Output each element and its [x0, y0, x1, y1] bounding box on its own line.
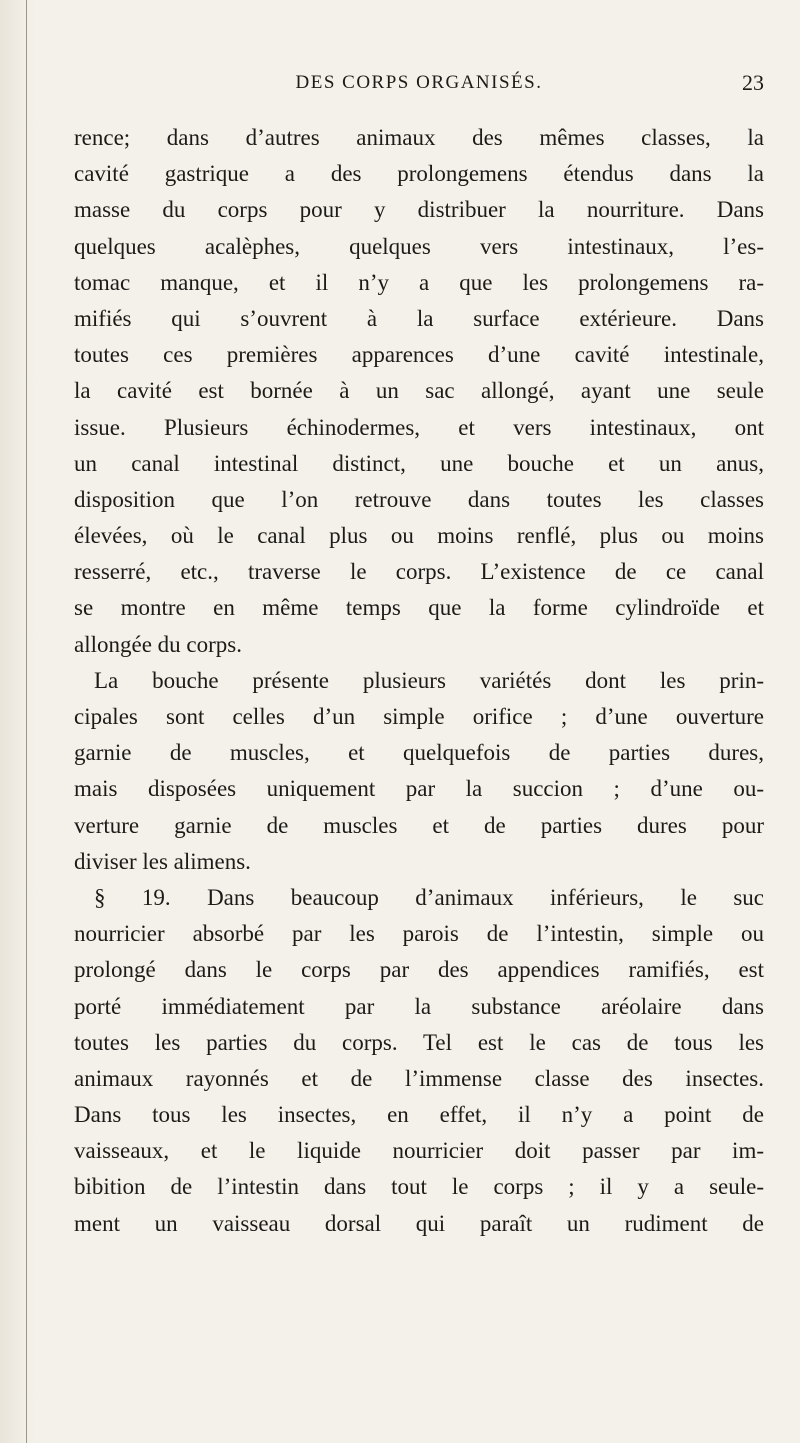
text-line: cipales sont celles d’un simple orifice ; d’une ouverture	[74, 704, 764, 729]
text-line: disposition que l’on retrouve dans toutes les classes	[74, 486, 764, 512]
text-line: toutes ces premières apparences d’une cavité intestinale,	[74, 342, 764, 368]
text-line: mais disposées uniquement par la succion ; d’une ou-	[74, 776, 764, 802]
paragraph-start: La bouche présente plusieurs variétés dont les prin-	[94, 667, 764, 693]
text-line: porté immédiatement par la substance aréolaire dans	[74, 993, 764, 1019]
text-line: se montre en même temps que la forme cylindroïde et	[74, 595, 764, 621]
text-line: Dans tous les insectes, en effet, il n’y a point de	[74, 1102, 764, 1128]
section-heading-line: § 19. Dans beaucoup d’animaux inférieurs, le suc	[94, 884, 764, 910]
text-line: garnie de muscles, et quelquefois de parties dures,	[74, 740, 764, 766]
text-line: la cavité est bornée à un sac allongé, ayant une seule	[74, 378, 764, 404]
text-line: prolongé dans le corps par des appendices ramifiés, est	[74, 957, 764, 983]
text-line: un canal intestinal distinct, une bouche et un anus,	[74, 450, 764, 476]
text-line: allongée du corps.	[74, 631, 242, 657]
body-text	[74, 120, 764, 1242]
text-line: vaisseaux, et le liquide nourricier doit passer par im-	[74, 1138, 764, 1164]
page-gutter	[0, 0, 36, 1443]
text-line: toutes les parties du corps. Tel est le cas de tous les	[74, 1029, 764, 1055]
text-line: masse du corps pour y distribuer la nourriture. Dans	[74, 197, 764, 223]
text-line: mifiés qui s’ouvrent à la surface extérieure. Dans	[74, 305, 764, 331]
book-page	[74, 70, 764, 1242]
page-number: 23	[742, 70, 764, 95]
text-line: issue. Plusieurs échinodermes, et vers intestinaux, ont	[74, 414, 764, 440]
text-line: ment un vaisseau dorsal qui paraît un rudiment de	[74, 1210, 764, 1236]
text-line: élevées, où le canal plus ou moins renflé, plus ou moins	[74, 523, 764, 549]
text-line: verture garnie de muscles et de parties dures pour	[74, 812, 764, 838]
text-line: nourricier absorbé par les parois de l’intestin, simple ou	[74, 921, 764, 947]
text-line: quelques acalèphes, quelques vers intestinaux, l’es-	[74, 233, 764, 259]
running-head	[74, 70, 764, 106]
text-line: cavité gastrique a des prolongemens étendus dans la	[74, 161, 764, 187]
text-line: diviser les alimens.	[74, 848, 251, 874]
text-line: tomac manque, et il n’y a que les prolongemens ra-	[74, 269, 764, 295]
gutter-rule	[26, 0, 27, 1443]
text-line: animaux rayonnés et de l’immense classe des insectes.	[74, 1065, 764, 1091]
text-line: bibition de l’intestin dans tout le corps ; il y a seule-	[74, 1174, 764, 1200]
text-line: rence; dans d’autres animaux des mêmes classes, la	[74, 125, 764, 150]
text-line: resserré, etc., traverse le corps. L’existence de ce canal	[74, 559, 764, 585]
running-title: DES CORPS ORGANISÉS.	[295, 72, 543, 93]
